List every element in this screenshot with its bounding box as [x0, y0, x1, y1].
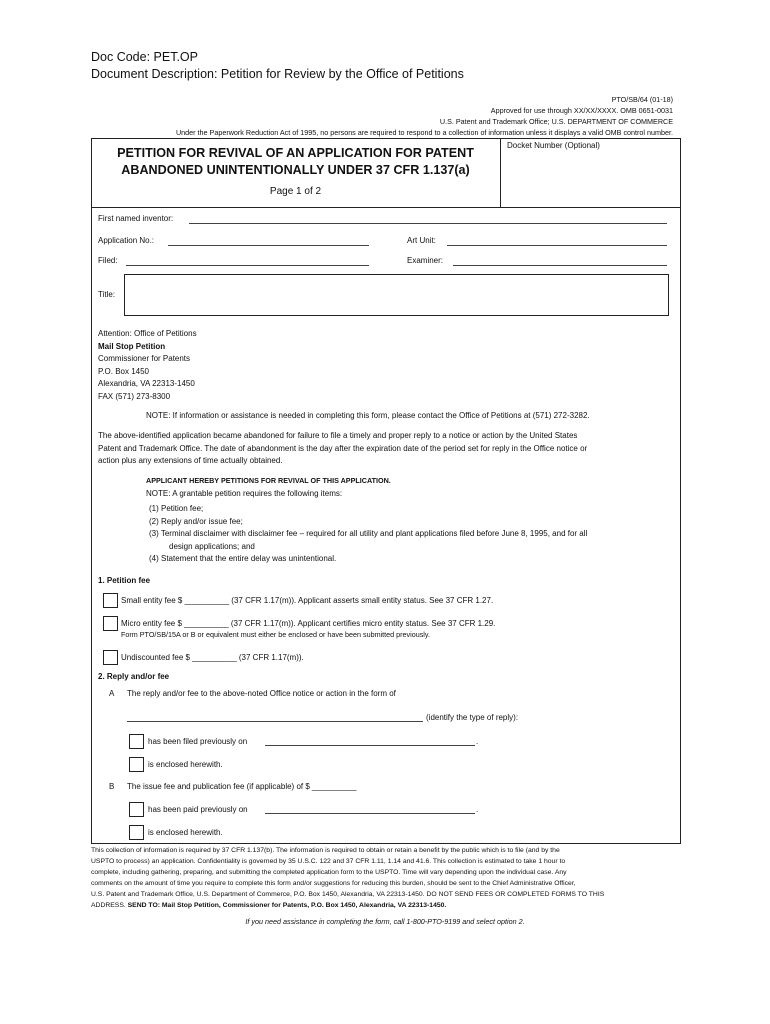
section-a-text: The reply and/or fee to the above-noted Office notice or action in the form of: [127, 689, 396, 698]
form-id: PTO/SB/64 (01-18): [611, 95, 673, 104]
requirements-list: [149, 503, 587, 566]
identify-reply-label: (identify the type of reply):: [426, 713, 519, 722]
reply-type-input[interactable]: [127, 721, 423, 722]
paperwork-notice: Under the Paperwork Reduction Act of 1995, no persons are required to respond to a collection of information unless it displays a valid OMB control number.: [175, 128, 673, 137]
small-entity-label: Small entity fee $ __________ (37 CFR 1.17(m)). Applicant asserts small entity status. See 37 CFR 1.27.: [121, 596, 494, 605]
city-line: Alexandria, VA 22313-1450: [98, 379, 195, 388]
title-row-divider: [91, 207, 680, 208]
art-unit-label: Art Unit:: [407, 236, 436, 245]
docket-number-input[interactable]: [501, 154, 679, 207]
filed-input[interactable]: [126, 265, 369, 266]
po-box-line: P.O. Box 1450: [98, 366, 149, 376]
title-label: Title:: [98, 290, 116, 299]
examiner-label: Examiner:: [407, 256, 444, 265]
burden-statement: This collection of information is required by 37 CFR 1.137(b). The information is required to obtain or retain a benefit by the public which is to file (and by the USPTO to process) an application. Confidentiality is governed by 35 U.S.C. 122 and 37 CFR 1.11, 1.14 and 41.6. This collection is estimated to take 1 hour to complete, including gathering, preparing, and submitting the completed application form to the USPTO. Time will vary depending upon the individual case. Any comments on the amount of time you require to complete this form and/or suggestions for reducing this burden, should be sent to the Chief Administrative Officer, U.S. Patent and Trademark Office, U.S. Department of Commerce, P.O. Box 1450, Alexandria, VA 22313-1450. DO NOT SEND FEES OR COMPLETED FORMS TO THIS ADDRESS. SEND TO: Mail Stop Petition, Commissioner for Patents, P.O. Box 1450, Alexandria, VA 22313-1450.: [91, 847, 605, 909]
commissioner-line: Commissioner for Patents: [98, 354, 191, 363]
micro-entity-checkbox[interactable]: [103, 616, 118, 631]
list-item: (3) Terminal disclaimer with disclaimer fee – required for all utility and plant applications filed before June 8, 1995, and for all: [149, 529, 588, 538]
paid-previously-checkbox[interactable]: [129, 802, 144, 817]
filed-previously-label: has been filed previously on: [148, 737, 248, 746]
application-no-input[interactable]: [168, 245, 369, 246]
page-indicator: Page 1 of 2: [269, 186, 322, 197]
doc-code: Doc Code: PET.OP: [91, 50, 198, 64]
list-item: (1) Petition fee;: [149, 504, 204, 513]
address-block: [98, 328, 197, 403]
micro-entity-note: Form PTO/SB/15A or B or equivalent must either be enclosed or have been submitted previously.: [121, 630, 430, 639]
section-b-label: B: [109, 782, 115, 791]
filed-label: Filed:: [98, 256, 118, 265]
application-no-label: Application No.:: [98, 236, 155, 245]
paid-previously-label: has been paid previously on: [148, 805, 248, 814]
section-a-label: A: [109, 689, 115, 698]
abandonment-paragraph: The above-identified application became abandoned for failure to file a timely and proper reply to a notice or action by the United States Patent and Trademark Office. The date of abandonment is the day after the expiration date of the period set for reply in the Office notice or action plus any extensions of time actually obtained.: [98, 431, 588, 465]
first-inventor-label: First named inventor:: [98, 214, 174, 223]
fee-enclosed-label: is enclosed herewith.: [148, 828, 223, 837]
list-item: (4) Statement that the entire delay was unintentional.: [149, 554, 337, 563]
examiner-input[interactable]: [453, 265, 667, 266]
period-mark: .: [476, 737, 479, 746]
reply-enclosed-label: is enclosed herewith.: [148, 760, 223, 769]
small-entity-checkbox[interactable]: [103, 593, 118, 608]
list-item: (2) Reply and/or issue fee;: [149, 516, 243, 526]
agency-text: U.S. Patent and Trademark Office; U.S. DEPARTMENT OF COMMERCE: [439, 117, 673, 126]
doc-description: Document Description: Petition for Review by the Office of Petitions: [91, 67, 464, 81]
docket-number-label: Docket Number (Optional): [507, 141, 600, 150]
section-b-text: The issue fee and publication fee (if applicable) of $ __________: [127, 782, 357, 791]
grantable-note: NOTE: A grantable petition requires the following items:: [146, 489, 343, 498]
period-mark: .: [476, 805, 479, 814]
approval-text: Approved for use through XX/XX/XXXX. OMB 0651-0031: [490, 106, 673, 115]
fax-line: FAX (571) 273-8300: [98, 391, 171, 401]
applicant-heading: APPLICANT HEREBY PETITIONS FOR REVIVAL OF THIS APPLICATION.: [146, 476, 391, 485]
filed-previously-date-input[interactable]: [265, 745, 475, 746]
attention-line: Attention: Office of Petitions: [98, 329, 197, 338]
list-item: design applications; and: [169, 541, 255, 551]
undiscounted-fee-checkbox[interactable]: [103, 650, 118, 665]
reply-fee-heading: 2. Reply and/or fee: [98, 672, 170, 681]
art-unit-input[interactable]: [447, 245, 667, 246]
reply-enclosed-checkbox[interactable]: [129, 757, 144, 772]
form-title: PETITION FOR REVIVAL OF AN APPLICATION FOR PATENT ABANDONED UNINTENTIONALLY UNDER 37 CFR 1.137(a): [117, 146, 474, 177]
mail-stop-line: Mail Stop Petition: [98, 341, 166, 351]
fee-enclosed-checkbox[interactable]: [129, 825, 144, 840]
first-inventor-input[interactable]: [189, 223, 667, 224]
micro-entity-label: Micro entity fee $ __________ (37 CFR 1.17(m)). Applicant certifies micro entity status. See 37 CFR 1.29.: [121, 619, 496, 628]
contact-note: NOTE: If information or assistance is needed in completing this form, please contact the Office of Petitions at (571) 272-3282.: [146, 411, 590, 420]
filed-previously-checkbox[interactable]: [129, 734, 144, 749]
petition-fee-heading: 1. Petition fee: [98, 576, 151, 585]
paid-previously-date-input[interactable]: [265, 813, 475, 814]
undiscounted-fee-label: Undiscounted fee $ __________ (37 CFR 1.17(m)).: [121, 653, 304, 662]
title-input[interactable]: [124, 274, 669, 316]
assistance-note: If you need assistance in completing the form, call 1-800-PTO-9199 and select option 2.: [245, 917, 525, 926]
